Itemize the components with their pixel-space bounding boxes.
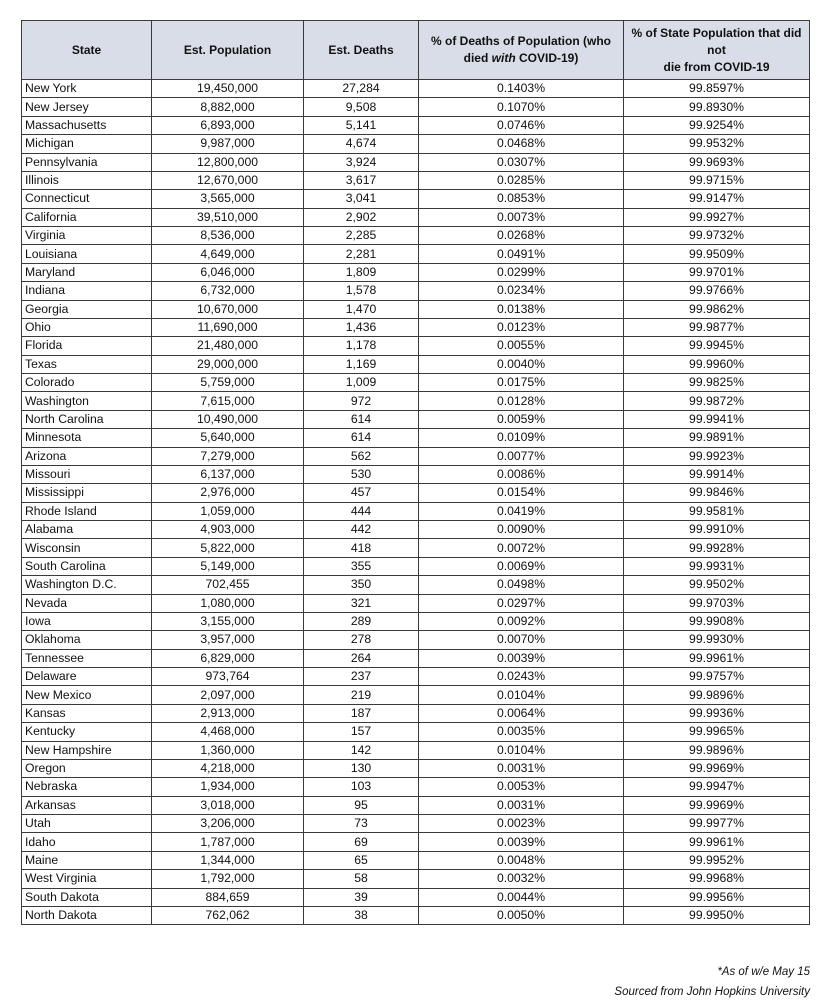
table-row [22, 245, 810, 263]
table-row [22, 465, 810, 483]
cell-pct-survive: 99.9846% [624, 484, 810, 502]
table-row [22, 484, 810, 502]
cell-state: Arizona [22, 447, 152, 465]
cell-deaths: 142 [304, 741, 419, 759]
cell-population: 6,732,000 [152, 282, 304, 300]
cell-population: 12,800,000 [152, 153, 304, 171]
cell-deaths: 4,674 [304, 135, 419, 153]
table-row [22, 796, 810, 814]
cell-population: 10,490,000 [152, 410, 304, 428]
cell-pct-deaths: 0.0128% [419, 392, 624, 410]
table-row [22, 833, 810, 851]
cell-population: 5,640,000 [152, 429, 304, 447]
cell-deaths: 1,009 [304, 374, 419, 392]
cell-deaths: 27,284 [304, 80, 419, 98]
cell-deaths: 278 [304, 631, 419, 649]
cell-pct-deaths: 0.0077% [419, 447, 624, 465]
cell-pct-deaths: 0.0064% [419, 704, 624, 722]
cell-pct-survive: 99.9968% [624, 870, 810, 888]
table-row [22, 502, 810, 520]
cell-pct-deaths: 0.0419% [419, 502, 624, 520]
cell-deaths: 1,169 [304, 355, 419, 373]
cell-state: Tennessee [22, 649, 152, 667]
cell-pct-survive: 99.9927% [624, 208, 810, 226]
table-row [22, 686, 810, 704]
cell-deaths: 1,578 [304, 282, 419, 300]
cell-pct-survive: 99.9936% [624, 704, 810, 722]
table-row [22, 631, 810, 649]
table-row [22, 870, 810, 888]
cell-deaths: 1,436 [304, 318, 419, 336]
cell-deaths: 73 [304, 815, 419, 833]
table-row [22, 171, 810, 189]
cell-pct-survive: 99.9950% [624, 906, 810, 924]
cell-population: 5,759,000 [152, 374, 304, 392]
cell-deaths: 355 [304, 557, 419, 575]
cell-state: Ohio [22, 318, 152, 336]
cell-state: South Dakota [22, 888, 152, 906]
table-body [22, 80, 810, 925]
cell-state: Iowa [22, 612, 152, 630]
cell-pct-survive: 99.9502% [624, 576, 810, 594]
header-pct-survive: % of State Population that did not die from COVID-19 [624, 21, 810, 80]
cell-pct-survive: 99.9965% [624, 723, 810, 741]
cell-state: Texas [22, 355, 152, 373]
cell-state: Arkansas [22, 796, 152, 814]
table-row [22, 116, 810, 134]
cell-population: 1,934,000 [152, 778, 304, 796]
cell-population: 1,360,000 [152, 741, 304, 759]
table-row [22, 521, 810, 539]
cell-state: Maine [22, 851, 152, 869]
cell-pct-deaths: 0.0297% [419, 594, 624, 612]
cell-state: Pennsylvania [22, 153, 152, 171]
cell-pct-deaths: 0.0853% [419, 190, 624, 208]
table-row [22, 153, 810, 171]
cell-population: 6,829,000 [152, 649, 304, 667]
cell-deaths: 237 [304, 668, 419, 686]
cell-population: 9,987,000 [152, 135, 304, 153]
cell-deaths: 5,141 [304, 116, 419, 134]
cell-pct-deaths: 0.0175% [419, 374, 624, 392]
cell-population: 702,455 [152, 576, 304, 594]
cell-deaths: 187 [304, 704, 419, 722]
cell-state: Rhode Island [22, 502, 152, 520]
cell-deaths: 3,924 [304, 153, 419, 171]
cell-state: Nebraska [22, 778, 152, 796]
cell-deaths: 219 [304, 686, 419, 704]
cell-population: 12,670,000 [152, 171, 304, 189]
cell-deaths: 157 [304, 723, 419, 741]
cell-pct-deaths: 0.0086% [419, 465, 624, 483]
cell-pct-survive: 99.9877% [624, 318, 810, 336]
cell-state: New Hampshire [22, 741, 152, 759]
cell-pct-survive: 99.9581% [624, 502, 810, 520]
table-row [22, 759, 810, 777]
table-row [22, 282, 810, 300]
header-population: Est. Population [152, 21, 304, 80]
cell-state: Virginia [22, 227, 152, 245]
cell-state: Florida [22, 337, 152, 355]
cell-pct-deaths: 0.0053% [419, 778, 624, 796]
cell-state: Utah [22, 815, 152, 833]
table-row [22, 208, 810, 226]
cell-state: North Dakota [22, 906, 152, 924]
cell-state: Idaho [22, 833, 152, 851]
cell-population: 762,062 [152, 906, 304, 924]
cell-population: 4,903,000 [152, 521, 304, 539]
table-row [22, 318, 810, 336]
cell-population: 6,046,000 [152, 263, 304, 281]
cell-state: Alabama [22, 521, 152, 539]
cell-pct-deaths: 0.0069% [419, 557, 624, 575]
cell-pct-survive: 99.9766% [624, 282, 810, 300]
cell-pct-deaths: 0.0299% [419, 263, 624, 281]
cell-deaths: 2,285 [304, 227, 419, 245]
cell-pct-survive: 99.9928% [624, 539, 810, 557]
cell-deaths: 103 [304, 778, 419, 796]
cell-state: Kansas [22, 704, 152, 722]
cell-pct-survive: 99.9715% [624, 171, 810, 189]
table-row [22, 704, 810, 722]
cell-pct-survive: 99.9910% [624, 521, 810, 539]
cell-pct-survive: 99.9961% [624, 833, 810, 851]
cell-population: 2,097,000 [152, 686, 304, 704]
cell-deaths: 1,470 [304, 300, 419, 318]
cell-deaths: 350 [304, 576, 419, 594]
cell-pct-deaths: 0.0044% [419, 888, 624, 906]
cell-population: 3,957,000 [152, 631, 304, 649]
cell-pct-deaths: 0.0285% [419, 171, 624, 189]
cell-deaths: 38 [304, 906, 419, 924]
cell-pct-survive: 99.8597% [624, 80, 810, 98]
table-row [22, 447, 810, 465]
cell-state: Maryland [22, 263, 152, 281]
cell-pct-survive: 99.9952% [624, 851, 810, 869]
cell-deaths: 562 [304, 447, 419, 465]
cell-population: 21,480,000 [152, 337, 304, 355]
cell-pct-survive: 99.9825% [624, 374, 810, 392]
cell-population: 19,450,000 [152, 80, 304, 98]
cell-pct-deaths: 0.0104% [419, 741, 624, 759]
cell-state: Connecticut [22, 190, 152, 208]
cell-deaths: 972 [304, 392, 419, 410]
cell-pct-deaths: 0.0154% [419, 484, 624, 502]
cell-population: 1,080,000 [152, 594, 304, 612]
table-row [22, 778, 810, 796]
table-row [22, 429, 810, 447]
header-row [22, 21, 810, 80]
cell-state: New Mexico [22, 686, 152, 704]
cell-pct-deaths: 0.0031% [419, 759, 624, 777]
cell-population: 6,137,000 [152, 465, 304, 483]
cell-pct-survive: 99.9509% [624, 245, 810, 263]
cell-deaths: 58 [304, 870, 419, 888]
cell-population: 4,649,000 [152, 245, 304, 263]
cell-state: Minnesota [22, 429, 152, 447]
cell-deaths: 39 [304, 888, 419, 906]
cell-state: Louisiana [22, 245, 152, 263]
cell-pct-deaths: 0.0059% [419, 410, 624, 428]
table-row [22, 98, 810, 116]
cell-state: Washington [22, 392, 152, 410]
cell-state: Georgia [22, 300, 152, 318]
cell-deaths: 444 [304, 502, 419, 520]
cell-pct-survive: 99.9947% [624, 778, 810, 796]
table-row [22, 557, 810, 575]
cell-deaths: 1,809 [304, 263, 419, 281]
cell-population: 884,659 [152, 888, 304, 906]
table-row [22, 576, 810, 594]
cell-deaths: 69 [304, 833, 419, 851]
cell-pct-deaths: 0.0307% [419, 153, 624, 171]
cell-pct-survive: 99.9914% [624, 465, 810, 483]
cell-pct-survive: 99.9941% [624, 410, 810, 428]
cell-state: Oklahoma [22, 631, 152, 649]
cell-pct-survive: 99.9969% [624, 759, 810, 777]
cell-pct-deaths: 0.1070% [419, 98, 624, 116]
table-row [22, 815, 810, 833]
table-row [22, 649, 810, 667]
cell-pct-survive: 99.9703% [624, 594, 810, 612]
cell-pct-survive: 99.9956% [624, 888, 810, 906]
cell-population: 1,344,000 [152, 851, 304, 869]
cell-pct-deaths: 0.0039% [419, 833, 624, 851]
cell-pct-survive: 99.9896% [624, 741, 810, 759]
cell-state: North Carolina [22, 410, 152, 428]
table-row [22, 741, 810, 759]
cell-state: Washington D.C. [22, 576, 152, 594]
cell-population: 3,565,000 [152, 190, 304, 208]
covid-state-table-container [21, 20, 809, 925]
table-row [22, 355, 810, 373]
cell-pct-deaths: 0.0073% [419, 208, 624, 226]
cell-pct-survive: 99.9862% [624, 300, 810, 318]
cell-deaths: 2,281 [304, 245, 419, 263]
cell-pct-deaths: 0.0234% [419, 282, 624, 300]
table-row [22, 906, 810, 924]
cell-pct-deaths: 0.0746% [419, 116, 624, 134]
cell-population: 1,787,000 [152, 833, 304, 851]
cell-pct-deaths: 0.0048% [419, 851, 624, 869]
cell-state: Wisconsin [22, 539, 152, 557]
table-row [22, 410, 810, 428]
cell-pct-survive: 99.9254% [624, 116, 810, 134]
cell-state: Michigan [22, 135, 152, 153]
cell-population: 6,893,000 [152, 116, 304, 134]
cell-state: Oregon [22, 759, 152, 777]
table-row [22, 539, 810, 557]
cell-deaths: 530 [304, 465, 419, 483]
header-deaths: Est. Deaths [304, 21, 419, 80]
table-row [22, 392, 810, 410]
cell-population: 1,059,000 [152, 502, 304, 520]
cell-deaths: 457 [304, 484, 419, 502]
cell-population: 4,468,000 [152, 723, 304, 741]
cell-state: New Jersey [22, 98, 152, 116]
cell-pct-survive: 99.9977% [624, 815, 810, 833]
cell-population: 29,000,000 [152, 355, 304, 373]
table-header [22, 21, 810, 80]
cell-deaths: 614 [304, 410, 419, 428]
table-row [22, 263, 810, 281]
cell-population: 7,615,000 [152, 392, 304, 410]
table-row [22, 337, 810, 355]
cell-pct-survive: 99.9532% [624, 135, 810, 153]
cell-pct-survive: 99.9945% [624, 337, 810, 355]
cell-deaths: 130 [304, 759, 419, 777]
cell-population: 7,279,000 [152, 447, 304, 465]
cell-deaths: 3,617 [304, 171, 419, 189]
footnote-as-of: *As of w/e May 15 [717, 966, 810, 978]
cell-deaths: 614 [304, 429, 419, 447]
cell-population: 8,536,000 [152, 227, 304, 245]
cell-pct-deaths: 0.0138% [419, 300, 624, 318]
cell-pct-survive: 99.9961% [624, 649, 810, 667]
cell-deaths: 9,508 [304, 98, 419, 116]
cell-pct-deaths: 0.1403% [419, 80, 624, 98]
cell-population: 5,822,000 [152, 539, 304, 557]
cell-pct-deaths: 0.0050% [419, 906, 624, 924]
cell-population: 4,218,000 [152, 759, 304, 777]
table-row [22, 668, 810, 686]
table-row [22, 851, 810, 869]
cell-pct-deaths: 0.0039% [419, 649, 624, 667]
cell-deaths: 1,178 [304, 337, 419, 355]
table-row [22, 612, 810, 630]
table-row [22, 227, 810, 245]
table-row [22, 135, 810, 153]
cell-deaths: 264 [304, 649, 419, 667]
cell-pct-survive: 99.9701% [624, 263, 810, 281]
table-row [22, 374, 810, 392]
cell-state: Colorado [22, 374, 152, 392]
footnote-source: Sourced from John Hopkins University [614, 986, 810, 998]
cell-deaths: 2,902 [304, 208, 419, 226]
cell-pct-survive: 99.9147% [624, 190, 810, 208]
cell-population: 2,913,000 [152, 704, 304, 722]
cell-population: 2,976,000 [152, 484, 304, 502]
cell-pct-deaths: 0.0104% [419, 686, 624, 704]
cell-pct-deaths: 0.0055% [419, 337, 624, 355]
cell-state: West Virginia [22, 870, 152, 888]
cell-pct-deaths: 0.0123% [419, 318, 624, 336]
cell-pct-deaths: 0.0031% [419, 796, 624, 814]
table-row [22, 190, 810, 208]
cell-population: 8,882,000 [152, 98, 304, 116]
cell-pct-survive: 99.9969% [624, 796, 810, 814]
cell-pct-deaths: 0.0092% [419, 612, 624, 630]
cell-pct-survive: 99.9693% [624, 153, 810, 171]
cell-pct-deaths: 0.0243% [419, 668, 624, 686]
cell-pct-survive: 99.9891% [624, 429, 810, 447]
cell-population: 3,206,000 [152, 815, 304, 833]
cell-state: Indiana [22, 282, 152, 300]
cell-state: California [22, 208, 152, 226]
cell-pct-deaths: 0.0070% [419, 631, 624, 649]
cell-pct-survive: 99.8930% [624, 98, 810, 116]
cell-population: 11,690,000 [152, 318, 304, 336]
cell-pct-deaths: 0.0498% [419, 576, 624, 594]
cell-population: 973,764 [152, 668, 304, 686]
cell-pct-deaths: 0.0040% [419, 355, 624, 373]
table-row [22, 300, 810, 318]
cell-pct-deaths: 0.0023% [419, 815, 624, 833]
cell-population: 5,149,000 [152, 557, 304, 575]
cell-pct-survive: 99.9732% [624, 227, 810, 245]
cell-state: New York [22, 80, 152, 98]
table-row [22, 594, 810, 612]
cell-deaths: 442 [304, 521, 419, 539]
cell-pct-survive: 99.9872% [624, 392, 810, 410]
cell-pct-survive: 99.9896% [624, 686, 810, 704]
table-row [22, 723, 810, 741]
cell-pct-survive: 99.9757% [624, 668, 810, 686]
cell-state: Massachusetts [22, 116, 152, 134]
cell-pct-survive: 99.9960% [624, 355, 810, 373]
cell-pct-deaths: 0.0032% [419, 870, 624, 888]
cell-pct-deaths: 0.0268% [419, 227, 624, 245]
cell-population: 3,018,000 [152, 796, 304, 814]
cell-population: 10,670,000 [152, 300, 304, 318]
cell-state: South Carolina [22, 557, 152, 575]
cell-pct-deaths: 0.0491% [419, 245, 624, 263]
cell-population: 1,792,000 [152, 870, 304, 888]
cell-pct-deaths: 0.0109% [419, 429, 624, 447]
cell-pct-survive: 99.9931% [624, 557, 810, 575]
cell-deaths: 321 [304, 594, 419, 612]
cell-state: Illinois [22, 171, 152, 189]
cell-deaths: 3,041 [304, 190, 419, 208]
cell-state: Kentucky [22, 723, 152, 741]
header-pct-deaths: % of Deaths of Population (who died with COVID-19) [419, 21, 624, 80]
table-row [22, 888, 810, 906]
footnotes [614, 962, 810, 1002]
cell-population: 39,510,000 [152, 208, 304, 226]
cell-state: Nevada [22, 594, 152, 612]
cell-state: Mississippi [22, 484, 152, 502]
cell-pct-deaths: 0.0468% [419, 135, 624, 153]
cell-pct-survive: 99.9930% [624, 631, 810, 649]
cell-deaths: 418 [304, 539, 419, 557]
cell-pct-deaths: 0.0090% [419, 521, 624, 539]
cell-deaths: 95 [304, 796, 419, 814]
covid-state-table [21, 20, 810, 925]
cell-pct-survive: 99.9908% [624, 612, 810, 630]
cell-state: Delaware [22, 668, 152, 686]
cell-pct-deaths: 0.0035% [419, 723, 624, 741]
cell-pct-survive: 99.9923% [624, 447, 810, 465]
cell-deaths: 65 [304, 851, 419, 869]
cell-state: Missouri [22, 465, 152, 483]
cell-pct-deaths: 0.0072% [419, 539, 624, 557]
table-row [22, 80, 810, 98]
cell-deaths: 289 [304, 612, 419, 630]
header-state: State [22, 21, 152, 80]
cell-population: 3,155,000 [152, 612, 304, 630]
